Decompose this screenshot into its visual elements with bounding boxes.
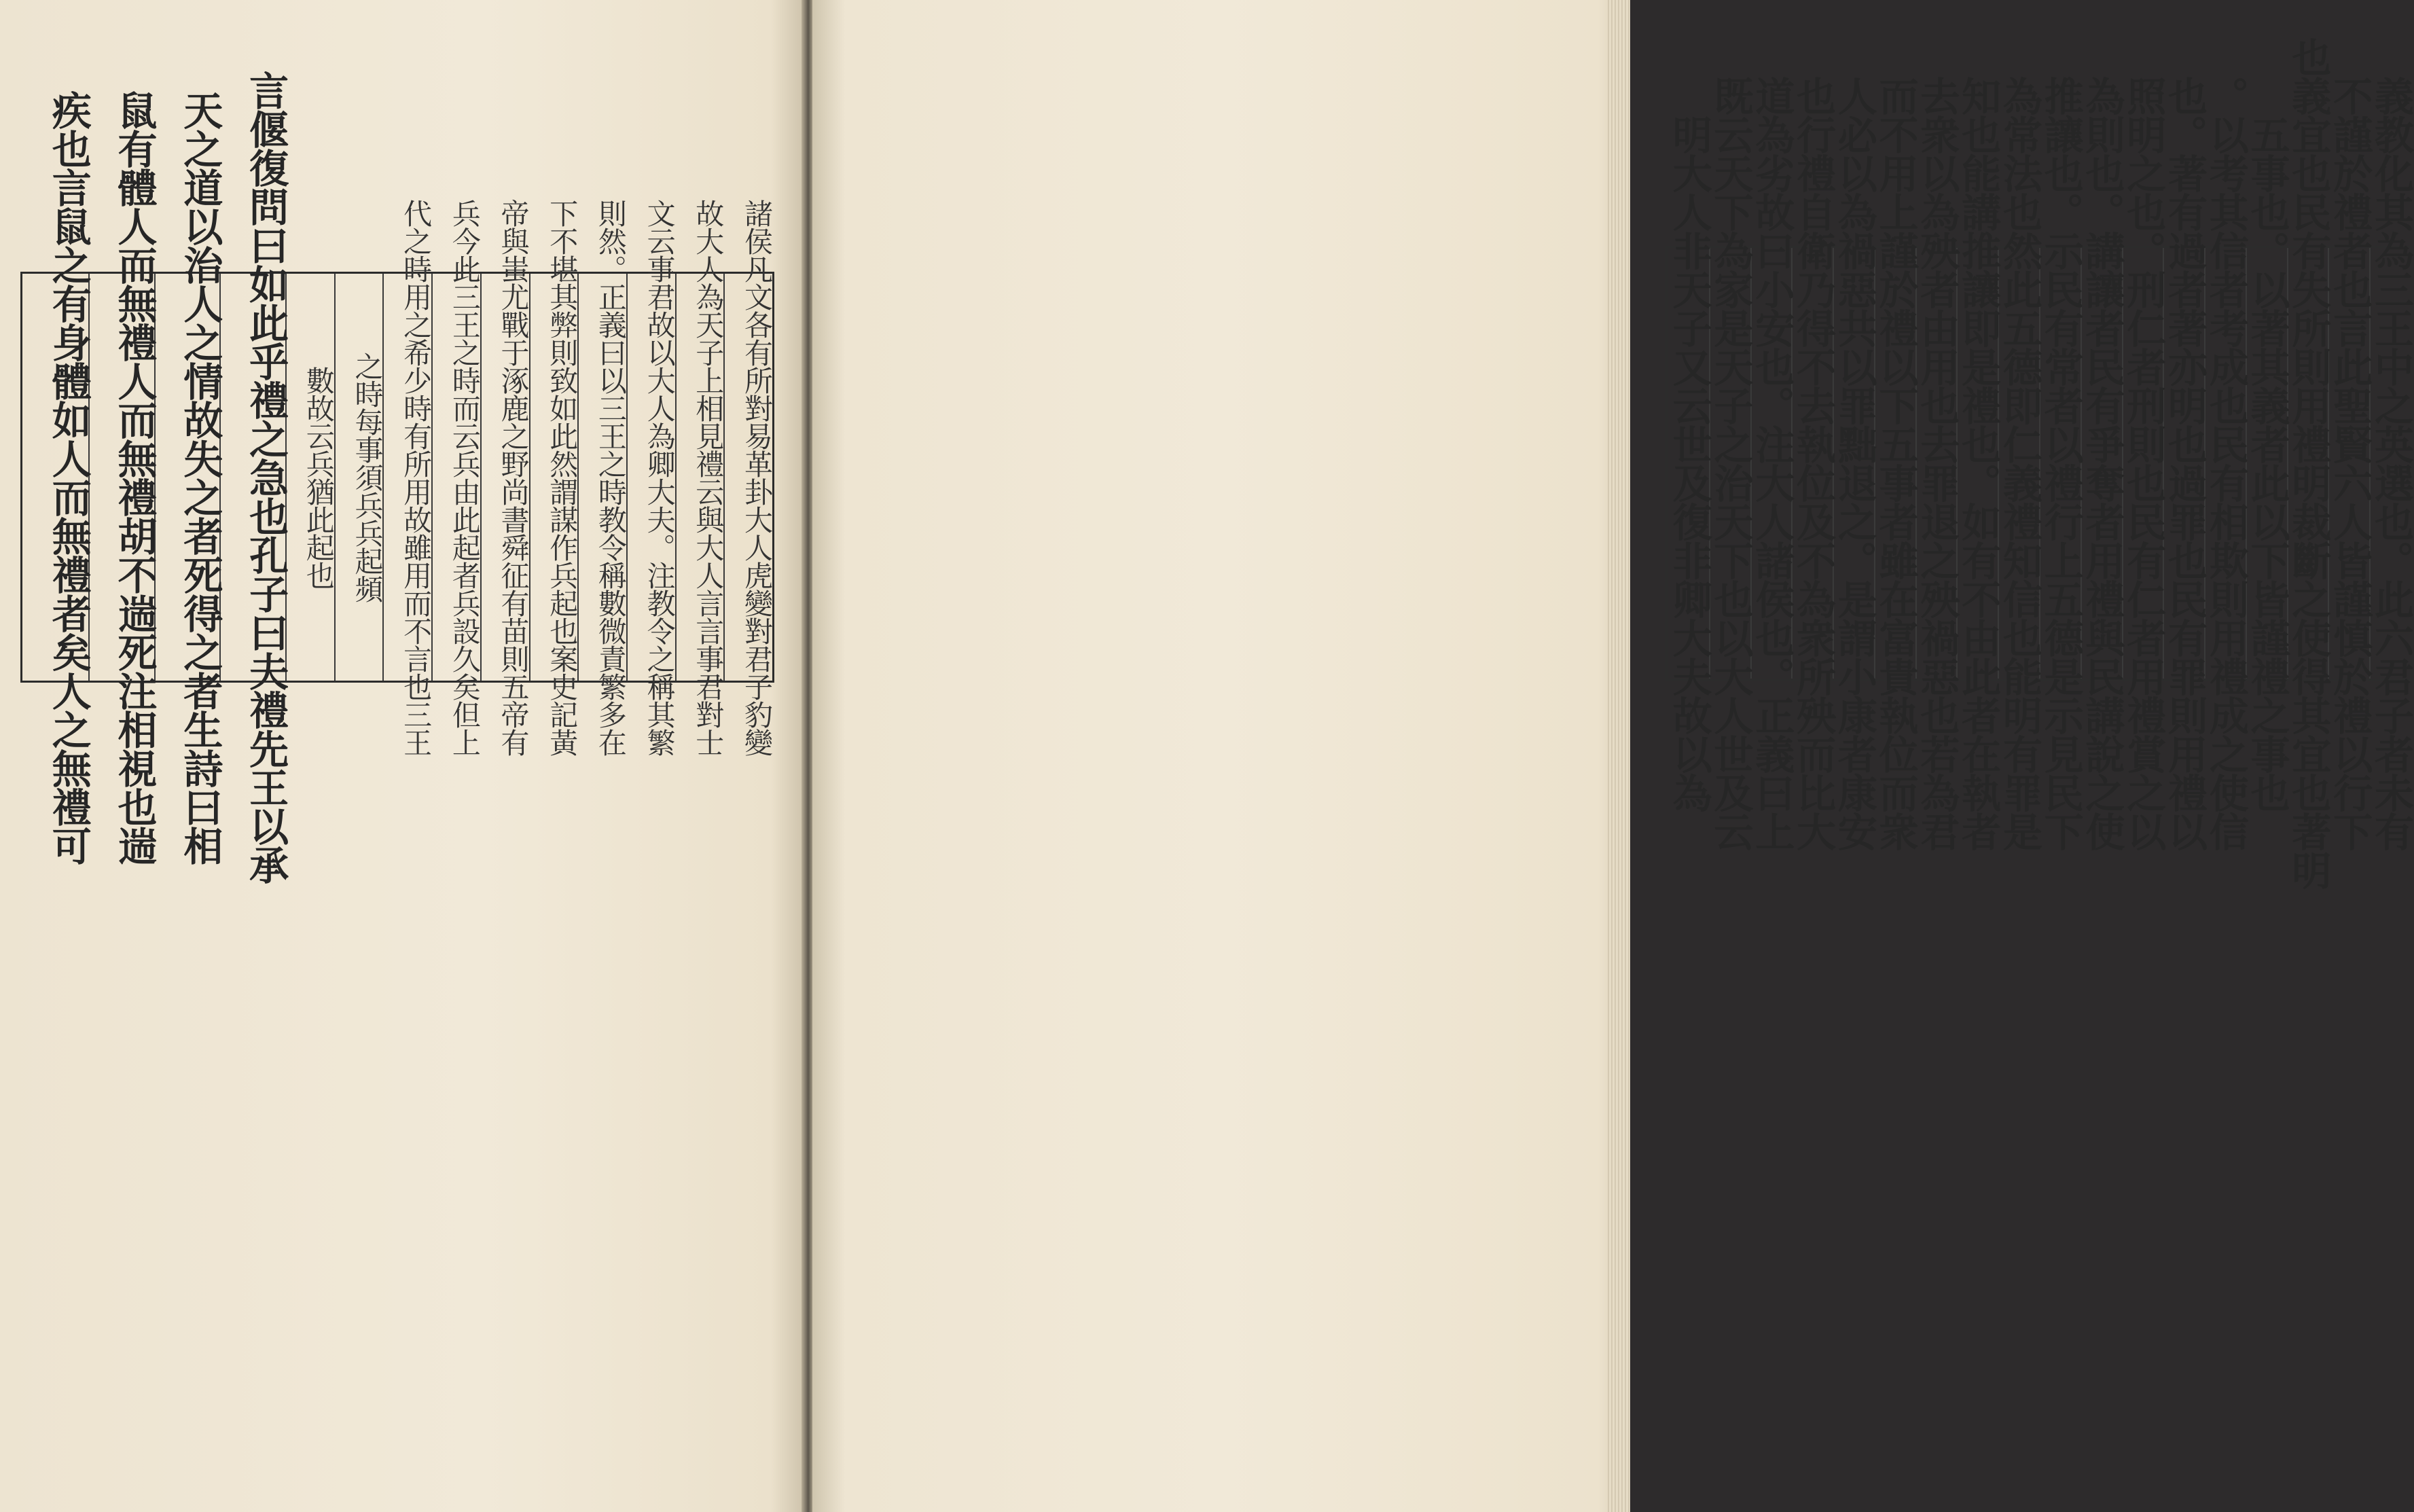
left-column-text: 鼠有體人而無禮人而無禮胡不遄死注相視也遄 bbox=[111, 90, 158, 865]
right-column bbox=[1748, 76, 1795, 850]
left-column-text: 則然。正義曰以三王之時教令稱數微責繁多在 bbox=[594, 198, 628, 756]
left-column bbox=[154, 90, 223, 865]
left-column bbox=[285, 274, 334, 681]
left-column bbox=[577, 198, 628, 756]
right-column-text: 推讓也。示民有常者以禮行上五德是示見民下 bbox=[2037, 76, 2084, 850]
right-column bbox=[1790, 76, 1837, 850]
right-column-text: 去衆以為殃者由用也去罪退之殃禍惡也若為君 bbox=[1913, 76, 1960, 850]
right-column bbox=[2161, 76, 2208, 850]
right-column-text: 為常法也然此五德即仁義禮知信也能明有罪是 bbox=[1996, 76, 2042, 850]
right-column bbox=[2078, 76, 2125, 850]
left-column-text: 言偃復問曰如此乎禮之急也孔子曰夫禮先王以承 bbox=[242, 71, 289, 884]
right-column bbox=[1955, 76, 2002, 850]
left-column-text: 疾也言鼠之有身體如人而無禮者矣人之無禮可 bbox=[45, 90, 92, 865]
right-column bbox=[2285, 37, 2332, 889]
left-column bbox=[334, 274, 383, 681]
right-column-text: 既云天下為家是天子之治天下也以大人世及云 bbox=[1707, 76, 1754, 850]
right-column-text: 照明之也。刑仁者刑則也民有仁者用禮賞之以 bbox=[2120, 76, 2167, 850]
right-column bbox=[1707, 76, 1754, 850]
left-column bbox=[480, 198, 530, 756]
left-column-text: 之時每事須兵兵起頻 bbox=[350, 352, 384, 602]
left-column bbox=[723, 198, 774, 756]
right-column-text: 五事也。以著其義者此以下皆謹禮之事也 bbox=[2244, 115, 2290, 812]
right-column bbox=[2202, 76, 2249, 850]
right-column-text: 不謹於禮者也言此聖賢六人皆謹慎於禮以行下 bbox=[2326, 76, 2373, 850]
right-column bbox=[2367, 76, 2414, 850]
right-column bbox=[1872, 76, 1919, 850]
right-column-text: 道為劣故曰小安也。注大人諸侯也。正義曰上 bbox=[1748, 76, 1795, 850]
right-column-text: 人必以為禍惡共以罪黜退之。是謂小康者康安 bbox=[1831, 76, 1877, 850]
left-column-text: 帝與蚩尤戰于涿鹿之野尚書舜征有苗則五帝有 bbox=[497, 198, 530, 756]
right-column bbox=[2120, 76, 2167, 850]
left-column-text: 文云事君故以大人為卿大夫。注教令之稱其繁 bbox=[643, 198, 677, 756]
right-column-text: 也。著有過者著亦明也過罪也民有罪則用禮以 bbox=[2161, 76, 2208, 850]
right-column-text: 也行禮自衛乃得不去執位及不為衆所殃而比大 bbox=[1790, 76, 1837, 850]
right-column-text: 。以考其信者考成也民有相欺則用禮成之使信 bbox=[2202, 76, 2249, 850]
left-column bbox=[675, 198, 725, 756]
left-column bbox=[431, 198, 482, 756]
right-column-text: 為則也。講讓者民有爭奪者用禮與民講說之使 bbox=[2078, 76, 2125, 850]
right-column-text: 知也能講推讓即是禮也。如有不由此者在執者 bbox=[1955, 76, 2002, 850]
left-column-text: 兵今此三王之時而云兵由此起者兵設久矣但上 bbox=[448, 198, 482, 756]
left-column bbox=[22, 90, 92, 865]
left-column-text: 下不堪其弊則致如此然謂謀作兵起也案史記黃 bbox=[545, 198, 579, 756]
right-column bbox=[1665, 115, 1712, 812]
right-column bbox=[2037, 76, 2084, 850]
right-text-frame bbox=[1665, 37, 2414, 889]
left-column bbox=[382, 198, 433, 756]
right-column-text: 而不用上謹於禮以下五事者雖在富貴執位而衆 bbox=[1872, 76, 1919, 850]
right-column bbox=[1996, 76, 2042, 850]
left-column bbox=[88, 90, 158, 865]
left-text-frame bbox=[20, 71, 774, 884]
right-page bbox=[812, 0, 2414, 1512]
left-page bbox=[0, 0, 803, 1512]
right-column bbox=[1913, 76, 1960, 850]
left-column bbox=[626, 198, 677, 756]
right-column-text: 明大人非天子又云世及復非卿大夫故以為 bbox=[1665, 115, 1712, 812]
left-column bbox=[219, 71, 289, 884]
left-column-text: 天之道以治人之情故失之者死得之者生詩曰相 bbox=[177, 90, 223, 865]
left-column-text: 數故云兵猶此起也 bbox=[302, 365, 336, 589]
left-column-text: 故大人為天子上相見禮云與大人言言事君對士 bbox=[691, 198, 725, 756]
right-column-text: 也義宜也民有失所則用禮明裁斷之使得其宜也著明 bbox=[2285, 37, 2332, 889]
left-column-text: 代之時用之希少時有所用故雖用而不言也三王 bbox=[399, 198, 433, 756]
right-column bbox=[2326, 76, 2373, 850]
right-column bbox=[1831, 76, 1877, 850]
left-column-text: 諸侯凡文各有所對易革卦大人虎變對君子豹變 bbox=[740, 198, 774, 756]
left-column bbox=[529, 198, 579, 756]
right-column bbox=[2244, 115, 2290, 812]
page-edge-stack bbox=[1606, 0, 1630, 1512]
right-column-text: 義教化其為三王中之英選也。此六君子者未有 bbox=[2367, 76, 2414, 850]
